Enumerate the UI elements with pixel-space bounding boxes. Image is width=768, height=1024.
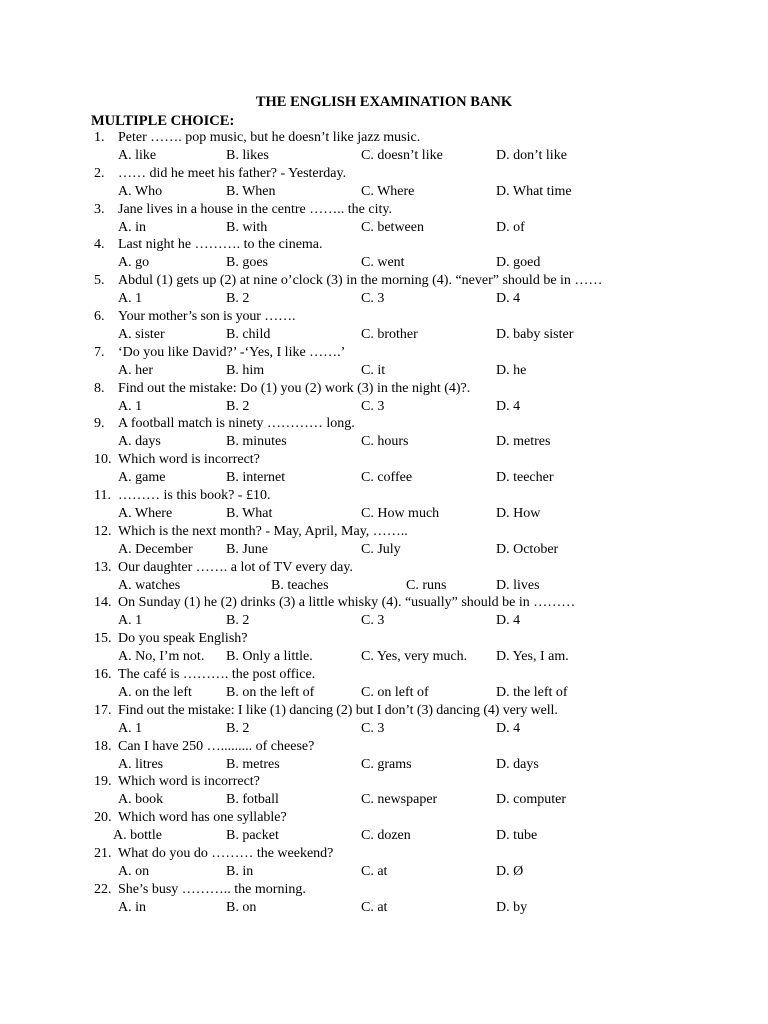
question-stem: …… did he meet his father? - Yesterday.: [118, 165, 347, 181]
option-b: B. Only a little.: [226, 649, 313, 665]
question-item: [0, 594, 768, 630]
option-a: A. her: [118, 362, 153, 378]
question-item: [0, 881, 768, 917]
option-d: D. by: [496, 899, 528, 915]
option-c: C. went: [361, 255, 405, 271]
option-a: A. on: [118, 863, 150, 879]
option-a: A. 1: [118, 398, 143, 414]
question-stem: Last night he ………. to the cinema.: [118, 237, 323, 253]
question-number: 3.: [94, 201, 105, 217]
option-a: A. 1: [118, 613, 143, 629]
question-stem: ‘Do you like David?’ -‘Yes, I like …….’: [118, 344, 346, 360]
question-item: [0, 666, 768, 702]
question-stem: Which is the next month? - May, April, May, ……..: [118, 523, 408, 539]
question-number: 21.: [94, 845, 112, 861]
question-number: 15.: [94, 631, 112, 647]
option-a: A. on the left: [118, 684, 192, 700]
option-b: B. child: [226, 326, 271, 342]
question-stem: Our daughter ……. a lot of TV every day.: [118, 559, 353, 575]
document-title: THE ENGLISH EXAMINATION BANK: [255, 94, 513, 110]
option-d: D. metres: [496, 434, 551, 450]
question-number: 16.: [94, 666, 112, 682]
question-item: [0, 308, 768, 344]
question-number: 5.: [94, 273, 105, 289]
question-number: 11.: [94, 487, 111, 503]
option-c: C. doesn’t like: [361, 148, 443, 163]
option-c: C. grams: [361, 756, 412, 772]
option-a: A. Where: [118, 505, 173, 521]
option-a: A. in: [118, 219, 146, 235]
option-c: C. How much: [361, 505, 440, 521]
question-number: 2.: [94, 165, 105, 181]
option-b: B. likes: [226, 148, 269, 163]
option-d: D. tube: [496, 828, 538, 844]
option-b: B. him: [226, 362, 265, 378]
option-b: B. 2: [226, 720, 250, 736]
option-d: D. the left of: [496, 684, 568, 700]
option-a: A. like: [118, 148, 157, 163]
question-item: [0, 487, 768, 523]
question-stem: Which word has one syllable?: [118, 810, 287, 826]
question-stem: On Sunday (1) he (2) drinks (3) a little whisky (4). “usually” should be in ………: [118, 595, 576, 611]
question-number: 12.: [94, 523, 112, 539]
question-item: [0, 415, 768, 451]
question-list: [0, 129, 768, 917]
option-a: A. watches: [118, 577, 181, 593]
option-a: A. game: [118, 470, 166, 486]
option-b: B. goes: [226, 255, 268, 271]
option-d: D. teecher: [496, 470, 554, 486]
option-c: C. hours: [361, 434, 409, 450]
question-stem: ……… is this book? - £10.: [118, 487, 271, 503]
option-c: C. coffee: [361, 470, 413, 486]
option-d: D. he: [496, 362, 527, 378]
option-a: A. litres: [118, 756, 164, 772]
question-item: [0, 738, 768, 774]
option-a: A. 1: [118, 291, 143, 307]
question-stem: The café is ………. the post office.: [118, 666, 316, 682]
option-b: B. When: [226, 183, 276, 199]
option-d: D. October: [496, 541, 559, 557]
question-item: [0, 165, 768, 201]
option-b: B. 2: [226, 398, 250, 414]
option-c: C. at: [361, 899, 388, 915]
option-b: B. 2: [226, 291, 250, 307]
option-d: D. don’t like: [496, 148, 567, 163]
option-b: B. fotball: [226, 792, 279, 808]
option-d: D. 4: [496, 398, 521, 414]
option-c: C. brother: [361, 326, 418, 342]
question-item: [0, 344, 768, 380]
question-stem: Abdul (1) gets up (2) at nine o’clock (3) in the morning (4). “never” should be in ……: [118, 273, 603, 289]
question-item: [0, 523, 768, 559]
option-c: C. it: [361, 362, 386, 378]
option-b: B. metres: [226, 756, 280, 772]
question-item: [0, 380, 768, 416]
option-b: B. June: [226, 541, 268, 557]
question-number: 13.: [94, 559, 112, 575]
option-a: A. bottle: [113, 828, 162, 844]
option-c: C. 3: [361, 720, 385, 736]
question-item: [0, 201, 768, 237]
question-number: 8.: [94, 380, 105, 396]
question-number: 18.: [94, 738, 112, 754]
option-d: D. How: [496, 505, 541, 521]
question-number: 20.: [94, 810, 112, 826]
question-item: [0, 845, 768, 881]
option-d: D. Yes, I am.: [496, 649, 569, 665]
question-number: 9.: [94, 416, 105, 432]
question-number: 7.: [94, 344, 105, 360]
question-item: [0, 809, 768, 845]
option-a: A. December: [118, 541, 193, 557]
question-stem: What do you do ……… the weekend?: [118, 845, 334, 861]
question-item: [0, 129, 768, 165]
option-b: B. 2: [226, 613, 250, 629]
question-number: 14.: [94, 595, 112, 611]
option-a: A. No, I’m not.: [118, 649, 205, 665]
option-c: C. runs: [406, 577, 447, 593]
question-stem: Jane lives in a house in the centre …….. the city.: [118, 201, 392, 217]
option-d: D. Ø: [496, 863, 524, 879]
option-a: A. Who: [118, 183, 163, 199]
option-c: C. July: [361, 541, 401, 557]
option-d: D. computer: [496, 792, 566, 808]
option-d: D. 4: [496, 720, 521, 736]
option-b: B. on the left of: [226, 684, 315, 700]
option-c: C. 3: [361, 398, 385, 414]
section-heading: MULTIPLE CHOICE:: [91, 113, 235, 129]
option-d: D. of: [496, 219, 525, 235]
question-stem: Find out the mistake: I like (1) dancing (2) but I don’t (3) dancing (4) very well.: [118, 702, 558, 718]
option-a: A. go: [118, 255, 150, 271]
option-c: C. newspaper: [361, 792, 438, 808]
option-a: A. days: [118, 434, 161, 450]
option-c: C. at: [361, 863, 388, 879]
option-c: C. dozen: [361, 828, 411, 844]
option-b: B. packet: [226, 828, 279, 844]
option-d: D. What time: [496, 183, 572, 199]
option-b: B. minutes: [226, 434, 287, 450]
option-d: D. 4: [496, 291, 521, 307]
question-stem: Can I have 250 …......... of cheese?: [118, 738, 315, 754]
option-c: C. between: [361, 219, 424, 235]
option-d: D. 4: [496, 613, 521, 629]
option-c: C. on left of: [361, 684, 429, 700]
question-stem: Find out the mistake: Do (1) you (2) work (3) in the night (4)?.: [118, 380, 471, 396]
question-item: [0, 773, 768, 809]
question-stem: Your mother’s son is your …….: [118, 308, 296, 324]
question-item: [0, 451, 768, 487]
option-c: C. Where: [361, 183, 415, 199]
question-number: 17.: [94, 702, 112, 718]
question-stem: Which word is incorrect?: [118, 452, 260, 468]
question-number: 22.: [94, 881, 112, 897]
option-d: D. days: [496, 756, 539, 772]
option-c: C. 3: [361, 613, 385, 629]
question-number: 19.: [94, 774, 112, 790]
option-d: D. lives: [496, 577, 540, 593]
option-b: B. internet: [226, 470, 286, 486]
question-stem: A football match is ninety ………… long.: [118, 416, 355, 432]
question-item: [0, 236, 768, 272]
option-d: D. goed: [496, 255, 541, 271]
option-a: A. book: [118, 792, 164, 808]
question-stem: Which word is incorrect?: [118, 774, 260, 790]
question-number: 1.: [94, 130, 105, 145]
option-c: C. 3: [361, 291, 385, 307]
question-item: [0, 702, 768, 738]
question-item: [0, 559, 768, 595]
question-number: 4.: [94, 237, 105, 253]
option-d: D. baby sister: [496, 326, 574, 342]
question-stem: She’s busy ……….. the morning.: [118, 881, 306, 897]
question-stem: Do you speak English?: [118, 631, 248, 647]
option-a: A. sister: [118, 326, 165, 342]
option-b: B. with: [226, 219, 268, 235]
option-b: B. in: [226, 863, 254, 879]
option-c: C. Yes, very much.: [361, 649, 468, 665]
question-item: [0, 630, 768, 666]
option-a: A. 1: [118, 720, 143, 736]
option-a: A. in: [118, 899, 146, 915]
question-number: 6.: [94, 308, 105, 324]
option-b: B. What: [226, 505, 273, 521]
question-number: 10.: [94, 452, 112, 468]
question-item: [0, 272, 768, 308]
question-stem: Peter ……. pop music, but he doesn’t like jazz music.: [118, 130, 421, 145]
option-b: B. on: [226, 899, 257, 915]
option-b: B. teaches: [271, 577, 329, 593]
